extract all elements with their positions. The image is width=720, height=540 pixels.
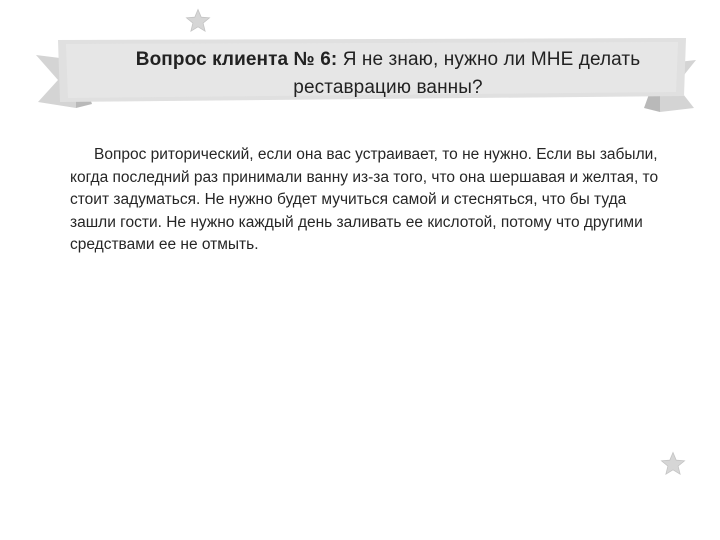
question-text: Я не знаю, нужно ли МНЕ делать реставрацию ванны? <box>293 49 641 98</box>
question-label: Вопрос клиента № 6: <box>135 49 338 70</box>
answer-paragraph: Вопрос риторический, если она вас устраивает, то не нужно. Если вы забыли, когда последний раз принимали ванну из-за того, что она шершавая и желтая, то стоит задуматься. Не нужно будет мучиться самой и стесняться, что бы туда зашли гости. Не нужно каждый день заливать ее кислотой, потому что другими средствами ее не отмыть. <box>70 146 659 253</box>
page-title <box>88 46 688 102</box>
star-icon <box>660 451 686 477</box>
